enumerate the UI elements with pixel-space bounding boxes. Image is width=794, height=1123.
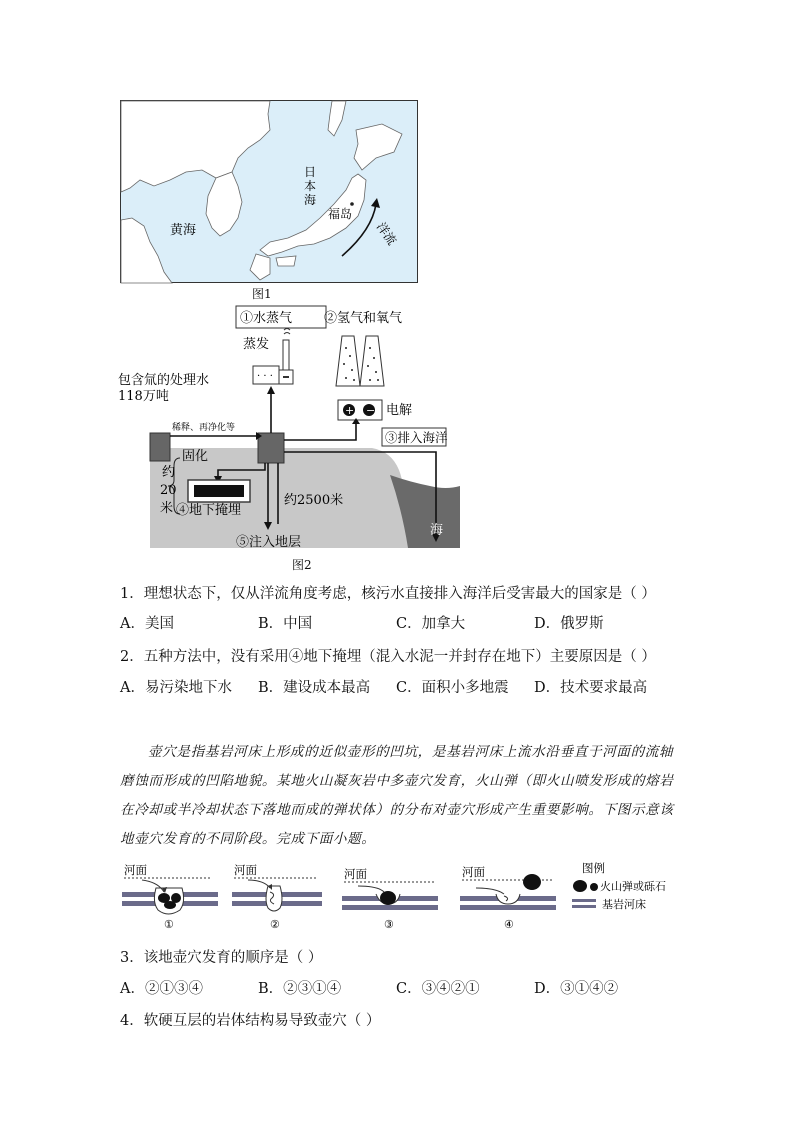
label-electrolysis: 电解 bbox=[386, 403, 413, 418]
legend bbox=[572, 861, 666, 911]
question-3-stem: 3．该地壶穴发育的顺序是（ ） bbox=[120, 950, 323, 966]
question-1-option-c[interactable]: C．加拿大 bbox=[396, 616, 466, 632]
label-inject: ⑤注入地层 bbox=[236, 535, 302, 550]
treatment-tank bbox=[258, 433, 284, 463]
stage-1-river-label: 河面 bbox=[124, 863, 147, 877]
question-2-option-d[interactable]: D．技术要求最高 bbox=[534, 680, 648, 696]
label-discharge-sea: ③排入海洋 bbox=[385, 430, 448, 445]
label-twenty: 20 bbox=[160, 483, 177, 498]
stage-3-river-label: 河面 bbox=[344, 867, 367, 881]
stage-3-label: ③ bbox=[384, 918, 394, 931]
stage-4-panel bbox=[460, 865, 556, 931]
hydrogen-cone bbox=[336, 336, 360, 386]
shikoku bbox=[276, 256, 296, 266]
label-yellow-sea: 黄海 bbox=[170, 223, 197, 238]
stage-4-label: ④ bbox=[504, 918, 514, 931]
figure1-map bbox=[120, 100, 418, 284]
legend-bed-icon bbox=[572, 899, 596, 902]
question-2-stem: 2．五种方法中，没有采用④地下掩埋（混入水泥一并封存在地下）主要原因是（ ） bbox=[120, 649, 656, 665]
label-solidify: 固化 bbox=[182, 449, 209, 464]
label-sea: 海 bbox=[430, 523, 444, 538]
question-1-option-d[interactable]: D．俄罗斯 bbox=[534, 616, 604, 632]
question-2-option-b[interactable]: B．建设成本最高 bbox=[258, 680, 371, 696]
source-tank bbox=[150, 433, 170, 461]
fukushima-marker bbox=[350, 202, 354, 206]
stage-1-label: ① bbox=[164, 918, 174, 931]
label-fukushima: 福岛 bbox=[328, 207, 353, 221]
label-evaporate: 蒸发 bbox=[243, 337, 270, 352]
legend-bomb-icon bbox=[573, 880, 587, 892]
stage-3-panel bbox=[342, 867, 438, 931]
svg-text:−: − bbox=[366, 404, 376, 417]
label-depth: 约2500米 bbox=[284, 493, 344, 508]
label-source-2: 118万吨 bbox=[118, 389, 169, 404]
stage-1-panel bbox=[122, 863, 218, 931]
figure1-caption: 图1 bbox=[252, 287, 272, 301]
stage-2-panel bbox=[232, 863, 322, 931]
question-3-option-d[interactable]: D．③①④② bbox=[534, 981, 619, 997]
legend-title: 图例 bbox=[582, 861, 605, 875]
question-1-option-b[interactable]: B．中国 bbox=[258, 616, 313, 632]
stage-2-label: ② bbox=[270, 918, 280, 931]
figure2-caption: 图2 bbox=[292, 558, 312, 572]
label-source-1: 包含氚的处理水 bbox=[118, 373, 210, 388]
question-1-stem: 1．理想状态下，仅从洋流角度考虑，核污水直接排入海洋后受害最大的国家是（ ） bbox=[120, 586, 656, 602]
label-current: 洋流 bbox=[373, 219, 400, 248]
figure2-diagram bbox=[110, 300, 470, 570]
label-about: 约 bbox=[162, 465, 176, 480]
label-bury: ④地下掩埋 bbox=[176, 503, 242, 518]
question-3-option-a[interactable]: A．②①③④ bbox=[120, 981, 203, 997]
oxygen-cone bbox=[360, 336, 384, 386]
figure3-pothole-stages bbox=[120, 858, 680, 934]
stage-4-river-label: 河面 bbox=[462, 865, 485, 879]
label-sea-of-japan-1: 日 bbox=[304, 165, 317, 179]
question-3-option-b[interactable]: B．②③①④ bbox=[258, 981, 342, 997]
chimney bbox=[283, 340, 289, 370]
question-4-stem: 4．软硬互层的岩体结构易导致壶穴（ ） bbox=[120, 1013, 381, 1029]
passage-text: 壶穴是指基岩河床上形成的近似壶形的凹坑，是基岩河床上流水沿垂直于河面的流轴磨蚀而形成的凹陷地貌。某地火山凝灰岩中多壶穴发育，火山弹（即火山喷发形成的熔岩在冷却或半冷却状态下落地而成的弹状体）的分布对壶穴形成产生重要影响。下图示意该地壶穴发育的不同阶段。完成下面小题。 bbox=[120, 744, 674, 847]
legend-bomb-label: 火山弹或砾石 bbox=[600, 880, 666, 893]
question-2-option-c[interactable]: C．面积小多地震 bbox=[396, 680, 509, 696]
question-1-option-a[interactable]: A．美国 bbox=[120, 616, 174, 632]
svg-text:+: + bbox=[345, 404, 355, 417]
question-2-option-a[interactable]: A．易污染地下水 bbox=[120, 680, 232, 696]
label-sea-of-japan-2: 本 bbox=[304, 179, 317, 193]
stage-2-river-label: 河面 bbox=[234, 863, 257, 877]
label-meter: 米 bbox=[160, 501, 174, 516]
svg-text:· · ·: · · · bbox=[257, 371, 273, 382]
label-water-vapor: ①水蒸气 bbox=[240, 311, 293, 326]
label-hydrogen-oxygen: ②氢气和氧气 bbox=[324, 311, 403, 326]
question-3-option-c[interactable]: C．③④②① bbox=[396, 981, 480, 997]
legend-bed-label: 基岩河床 bbox=[602, 898, 646, 911]
label-dilute: 稀释、再净化等 bbox=[172, 423, 236, 433]
label-sea-of-japan-3: 海 bbox=[304, 193, 317, 207]
